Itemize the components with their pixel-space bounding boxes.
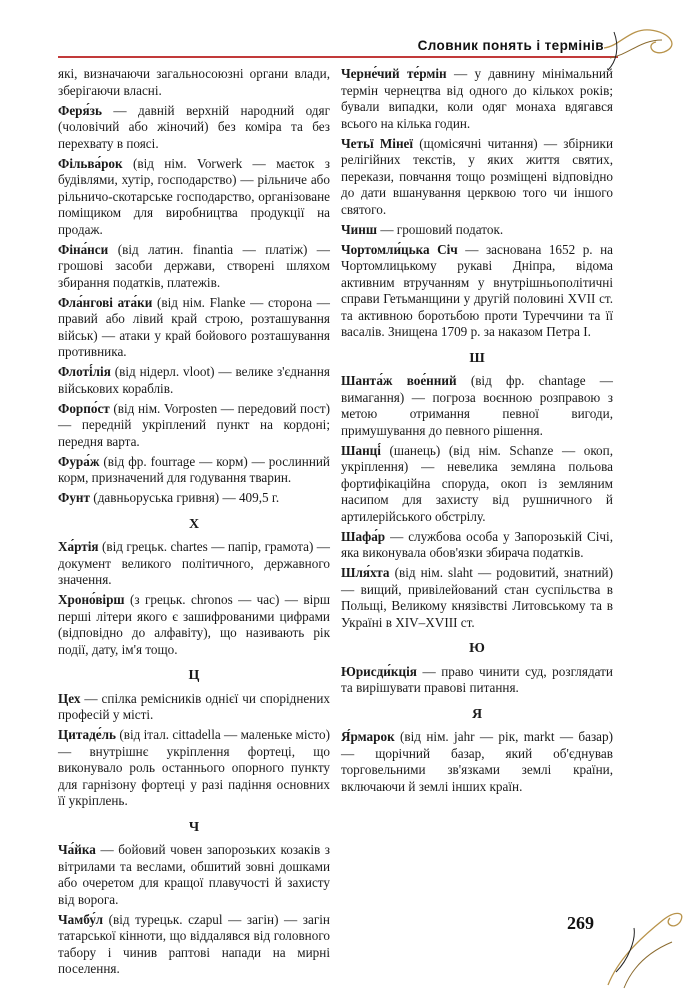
entry-term: Фільва́рок [58,155,123,171]
right-column [341,66,613,799]
entry-term: Фіна́нси [58,241,109,257]
entry-term: Флоті́лія [58,364,111,379]
entry-term: Юрисди́кція [341,663,417,679]
section-letter: Ш [469,350,485,366]
entry-term: Черне́чий те́рмін [341,66,447,81]
entry-definition: (від фр. chantage — вимагання) — погроза воєнною розправою з метою отримання певної вигоди, примушування до певного рішення. [341,373,613,438]
section-letter: Ц [188,668,200,683]
entry-definition: (давньоруська гривня) — 409,5 г. [90,490,280,505]
page-header [58,38,618,58]
entry-definition: (від нім. Vorwerk — маєток з будівлями, хутір, господарство) — рільниче або рільничо-скотарське господарство, організоване поміщиком для виробництва продукції на продаж. [58,155,330,237]
entry-term: Чинш [341,221,378,237]
glossary-entry [341,565,613,631]
header-rule [58,56,618,58]
glossary-entry [58,295,330,361]
entry-term: Шанці́ [341,442,381,458]
entry-term: Чамбу́л [58,911,104,927]
glossary-entry [341,66,613,132]
section-letter: Х [188,516,200,532]
entry-term: Фунт [58,490,90,505]
glossary-entry [58,364,330,397]
entry-definition: — давній верхній народний одяг (чоловічий або жіночий) без коміра та без перехвату в поясі. [58,102,330,151]
entry-definition: (з грецьк. chronos — час) — вірш перші літери якого є зашифрованими цифрами (відповідно до алфавіту), що називають рік події, дату, ім'я тощо. [58,592,330,657]
entry-definition: — у давнину мінімальний термін чернецтва від одного до кількох років; бували випадки, коли одяг монаха вдягався всього на кілька годин. [341,66,613,131]
entry-definition: (від нім. jahr — рік, markt — базар) — щорічний базар, який об'єднував торговельними зв'язками землі країни, включаючи й землі інших країн. [341,729,613,794]
glossary-entry [341,242,613,341]
entry-definition: (шанець) (від нім. Schanze — окоп, укріплення) — невелика земляна польова фортифікаційна споруда, окоп із земляним насипом для захисту від рушничного й артилерійського обстрілу. [341,442,613,524]
glossary-entry [58,103,330,153]
entry-term: Ха́ртія [58,539,99,554]
glossary-entry [58,842,330,908]
entry-definition: (від латин. finantia — платіж) — грошові засоби держави, створені шляхом збирання податків, платежів. [58,241,330,290]
entry-term: Форпо́ст [58,400,110,416]
entry-term: Шля́хта [341,565,390,580]
glossary-entry [58,691,330,724]
glossary-entry [341,222,613,239]
glossary-entry [58,401,330,451]
glossary-entry [58,490,330,507]
entry-term: Чортомли́цька Січ [341,241,458,257]
entry-definition: — бойовий човен запорозьких козаків з вітрилами та веслами, обшитий зовні дошками або очеретом для кращої плавучості й захисту від ворога. [58,842,330,907]
entry-term: Цех [58,690,81,706]
entry-definition: (щомісячні читання) — збірники релігійних текстів, у яких життя святих, перекази, повчання тощо розміщені відповідно до дати вшанування церквою того чи іншого святого. [341,135,614,217]
entry-definition: (від грецьк. chartes — папір, грамота) — документ великого політичного, державного значення. [58,539,330,587]
decorative-swirl-icon [588,890,688,990]
entry-definition: (від нім. slaht — родовитий, знатний) — вищий, привілейований стан суспільства в Польщі, Великому князівстві Литовському та в Україні в XIV–XVIII ст. [341,565,613,630]
glossary-entry [58,539,330,589]
entry-definition: — грошовий податок. [377,221,504,237]
entry-definition: — заснована 1652 р. на Чортомлицькому рукаві Дніпра, відома активним втручанням у внутрішньополітичні справи Гетьманщини у другій половині XVII ст. та активною боротьбою проти Туреччини та її васалів. Знищена 1709 р. за наказом Петра І. [341,241,613,339]
entry-definition: (від нідерл. vloot) — велике з'єднання військових кораблів. [58,364,330,396]
glossary-entry [58,156,330,239]
section-letter: Ч [188,819,200,835]
glossary-entry [58,454,330,487]
entry-definition: (від нім. Vorposten — передовий пост) — передній укріплений пункт на кордоні; передня варта. [58,400,330,449]
entry-term: Хроно́вірш [58,592,125,607]
entry-term: Цитаде́ль [58,727,116,742]
glossary-entry [341,529,613,562]
glossary-entry [341,443,613,526]
entry-definition: які, визначаючи загальносоюзні органи влади, зберігаючи власні. [58,66,330,98]
entry-definition: — право чинити суд, розглядати та вирішувати правові питання. [341,663,613,695]
section-letter: Ю [469,641,485,656]
entry-term: Четьї Мінеї [341,135,414,151]
entry-definition: (від нім. Flanke — сторона — правий або лівий край строю, розташування військ) — атаки у край бойового розташування противника. [58,294,330,359]
section-letter: Я [471,706,483,722]
glossary-entry [341,136,613,219]
left-column [58,66,330,981]
glossary-entry [58,912,330,978]
entry-term: Я́рмарок [341,729,395,744]
entry-term: Фура́ж [58,453,100,469]
entry-definition: — службова особа у Запорозькій Січі, яка виконувала обов'язки збирача податків. [341,528,613,560]
glossary-entry [341,729,613,795]
entry-term: Шафа́р [341,528,386,544]
entry-definition: — спілка ремісників однієї чи споріднених професій у місті. [58,690,330,722]
glossary-entry [341,664,613,697]
glossary-entry [58,242,330,292]
entry-term: Ча́йка [58,842,96,857]
entry-term: Фла́нгові ата́ки [58,294,153,310]
page-number: 269 [567,913,594,933]
glossary-entry [341,373,613,439]
glossary-entry [58,66,330,99]
glossary-entry [58,727,330,810]
entry-term: Феря́зь [58,102,102,118]
entry-definition: (від фр. fourrage — корм) — рослинний корм, призначений для годування тварин. [58,453,330,485]
glossary-entry [58,592,330,658]
entry-definition: (від турецьк. czapul — загін) — загін татарської кінноти, що віддалявся від головного табору і чинив раптові напади на мирні поселення. [58,911,330,976]
header-title: Словник понять і термінів [417,38,604,53]
entry-term: Шанта́ж вое́нний [341,373,457,388]
entry-definition: (від італ. cittadella — маленьке місто) — внутрішнє укріплення фортеці, що виконувало роль останнього опорного пункту для гарнізону фортеці у разі падіння основних її укріплень. [58,727,330,808]
decorative-swirl-icon [600,18,690,78]
